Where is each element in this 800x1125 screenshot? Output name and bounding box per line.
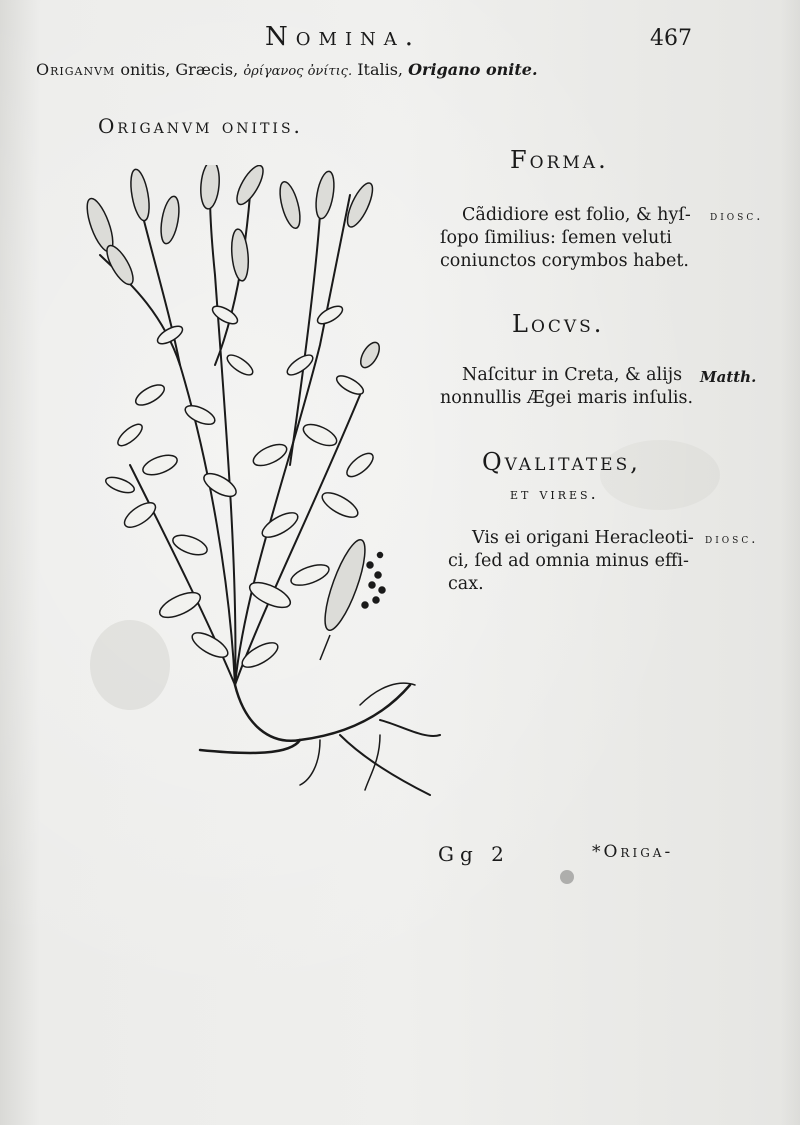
seed xyxy=(369,582,375,588)
seed xyxy=(375,572,381,578)
leaf xyxy=(334,372,366,397)
root xyxy=(200,740,300,753)
flower-spike xyxy=(199,165,221,210)
leaf xyxy=(140,451,179,478)
leaf xyxy=(189,628,232,662)
flower-spike xyxy=(128,168,153,222)
margin-note-forma: diosc. xyxy=(710,209,764,224)
italian-name: Origano onite. xyxy=(408,60,538,79)
detail-stem xyxy=(320,635,330,660)
forma-line-2: ſopo ſimilius: ſemen veluti xyxy=(440,228,672,248)
leaf xyxy=(200,469,239,501)
root xyxy=(360,683,415,705)
leaf xyxy=(170,531,209,558)
root xyxy=(380,720,440,736)
leaf xyxy=(224,351,255,378)
leaf xyxy=(300,420,339,450)
seed xyxy=(379,587,385,593)
section-heading-locus: Locvs. xyxy=(512,310,605,338)
leaf xyxy=(284,351,315,378)
seed xyxy=(362,602,368,608)
leaf xyxy=(259,508,302,542)
signature-mark: Gg 2 xyxy=(438,842,510,866)
stem xyxy=(210,195,235,685)
seed xyxy=(378,553,383,558)
leaf xyxy=(121,498,160,532)
ink-spot xyxy=(560,870,574,884)
leaf xyxy=(250,440,289,470)
forma-line-3: coniunctos corymbos habet. xyxy=(440,251,689,271)
plant-caption: Origanvm onitis. xyxy=(98,114,303,138)
running-title: Nomina. xyxy=(265,22,422,52)
margin-note-qualitates: diosc. xyxy=(705,532,759,547)
leaf xyxy=(115,421,146,449)
latin-rest: onitis, Græcis, xyxy=(115,60,244,79)
flower-spike xyxy=(230,228,250,281)
leaf xyxy=(104,474,136,496)
qualitates-line-2: ci, ſed ad omnia minus effi- xyxy=(448,551,689,571)
leaf xyxy=(155,323,185,347)
leaf xyxy=(210,303,240,327)
flower-spike xyxy=(158,195,182,245)
leaf xyxy=(183,402,218,428)
flower-spike xyxy=(102,242,138,288)
leaf xyxy=(239,638,282,672)
qualitates-line-1: Vis ei origani Heracleoti- xyxy=(472,528,694,548)
page-number: 467 xyxy=(650,26,692,51)
locus-line-1: Naſcitur in Creta, & alijs xyxy=(462,365,683,385)
leaf xyxy=(319,488,362,522)
stem xyxy=(235,395,360,685)
locus-line-2: nonnullis Ægei maris inſulis. xyxy=(440,388,694,408)
seed xyxy=(367,562,373,568)
plant-woodcut-illustration xyxy=(60,165,460,805)
leaf xyxy=(288,561,331,590)
root xyxy=(235,685,410,741)
leaf xyxy=(343,449,377,480)
seed xyxy=(373,597,379,603)
forma-line-1: Cãdidiore est folio, & hyſ- xyxy=(462,205,691,225)
section-heading-forma: Forma. xyxy=(510,146,609,174)
catchword: *Origa- xyxy=(592,842,674,862)
qualitates-line-3: cax. xyxy=(448,574,484,594)
root xyxy=(300,740,320,785)
leaf xyxy=(156,588,203,623)
flower-spike xyxy=(357,339,383,370)
leaf xyxy=(246,578,293,613)
greek-name: ὀρίγανος ὀνίτις. xyxy=(243,64,353,79)
leaf xyxy=(315,303,345,327)
leaf xyxy=(133,381,168,409)
italian-label: Italis, xyxy=(352,60,409,79)
detail-flower-sprig xyxy=(317,536,372,634)
latin-name: Origanvm xyxy=(36,60,116,79)
section-subheading-vires: et vires. xyxy=(510,484,599,503)
root xyxy=(340,735,430,795)
flower-spike xyxy=(313,170,337,220)
flower-spike xyxy=(276,180,304,231)
section-heading-qualitates: Qvalitates, xyxy=(482,448,641,476)
plant-names-line xyxy=(36,60,538,79)
margin-note-locus: Matth. xyxy=(700,368,757,386)
